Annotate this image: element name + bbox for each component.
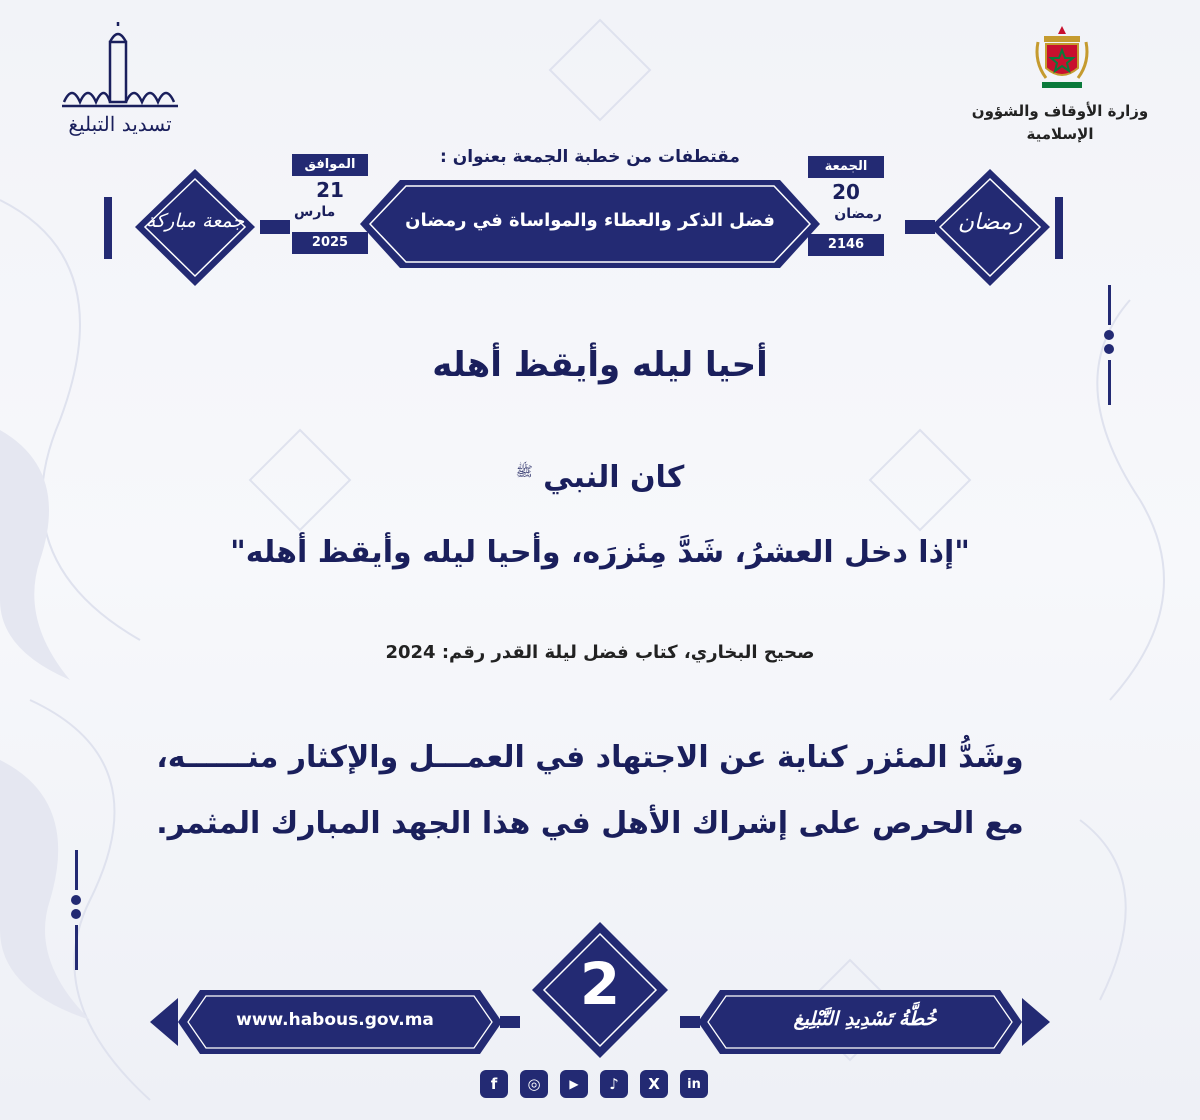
website-link[interactable]: www.habous.gov.ma bbox=[236, 1010, 434, 1030]
honorific-symbol: ﷺ bbox=[515, 464, 533, 480]
plan-name: خُطَّةُ تَسْدِيدِ التَّبْلِيغ bbox=[793, 1008, 937, 1030]
prophet-text: كان النبي bbox=[543, 460, 685, 495]
tiktok-icon[interactable]: ♪ bbox=[600, 1070, 628, 1098]
gregorian-month: مارس bbox=[294, 204, 336, 220]
page-title: أحيا ليله وأيقظ أهله bbox=[432, 345, 768, 385]
left-accent-bar-bottom bbox=[75, 925, 78, 970]
jumua-diamond-label: جمعة مباركة bbox=[145, 210, 245, 232]
gregorian-day: 21 bbox=[316, 178, 344, 202]
hijri-month: رمضان bbox=[834, 206, 882, 222]
facebook-icon[interactable]: f bbox=[480, 1070, 508, 1098]
right-accent-bar-top bbox=[1108, 285, 1111, 325]
hijri-year: 2146 bbox=[808, 234, 884, 256]
explanation-line-1: وشَدُّ المئزر كناية عن الاجتهاد في العمـــل والإكثار منــــــه، bbox=[156, 740, 1024, 775]
instagram-icon[interactable]: ◎ bbox=[520, 1070, 548, 1098]
prophet-line bbox=[350, 460, 850, 495]
social-links bbox=[480, 1070, 720, 1100]
right-accent-dot bbox=[1104, 344, 1114, 354]
gregorian-label: الموافق bbox=[292, 154, 368, 176]
right-accent-dot bbox=[1104, 330, 1114, 340]
left-accent-bar-top bbox=[75, 850, 78, 890]
gregorian-year: 2025 bbox=[292, 232, 368, 254]
youtube-icon[interactable]: ▶ bbox=[560, 1070, 588, 1098]
hijri-day: 20 bbox=[832, 180, 860, 204]
ministry-emblem bbox=[1032, 22, 1092, 96]
hadith-source: صحيح البخاري، كتاب فضل ليلة القدر رقم: 2024 bbox=[385, 642, 815, 663]
left-accent-dot bbox=[71, 909, 81, 919]
logo-caption: تسديد التبليغ bbox=[68, 112, 172, 136]
gregorian-date bbox=[292, 154, 368, 254]
page-number: 2 bbox=[579, 950, 621, 1018]
banner-heading: مقتطفات من خطبة الجمعة بعنوان : bbox=[440, 147, 740, 167]
hijri-day-label: الجمعة bbox=[808, 156, 884, 178]
hadith-quote: "إذا دخل العشرُ، شَدَّ مِئزرَه، وأحيا ليله وأيقظ أهله" bbox=[230, 535, 970, 570]
topic-title: فضل الذكر والعطاء والمواساة في رمضان bbox=[405, 210, 775, 231]
explanation-line-2: مع الحرص على إشراك الأهل في هذا الجهد المبارك المثمر. bbox=[156, 806, 1024, 841]
left-accent-dot bbox=[71, 895, 81, 905]
mosque-logo-icon bbox=[60, 22, 180, 112]
linkedin-icon[interactable]: in bbox=[680, 1070, 708, 1098]
ramadan-diamond-label: رمضان bbox=[957, 210, 1023, 235]
x-icon[interactable]: X bbox=[640, 1070, 668, 1098]
ministry-name: وزارة الأوقاف والشؤون الإسلامية bbox=[971, 102, 1149, 143]
right-accent-bar-bottom bbox=[1108, 360, 1111, 405]
explanation bbox=[110, 725, 1070, 857]
